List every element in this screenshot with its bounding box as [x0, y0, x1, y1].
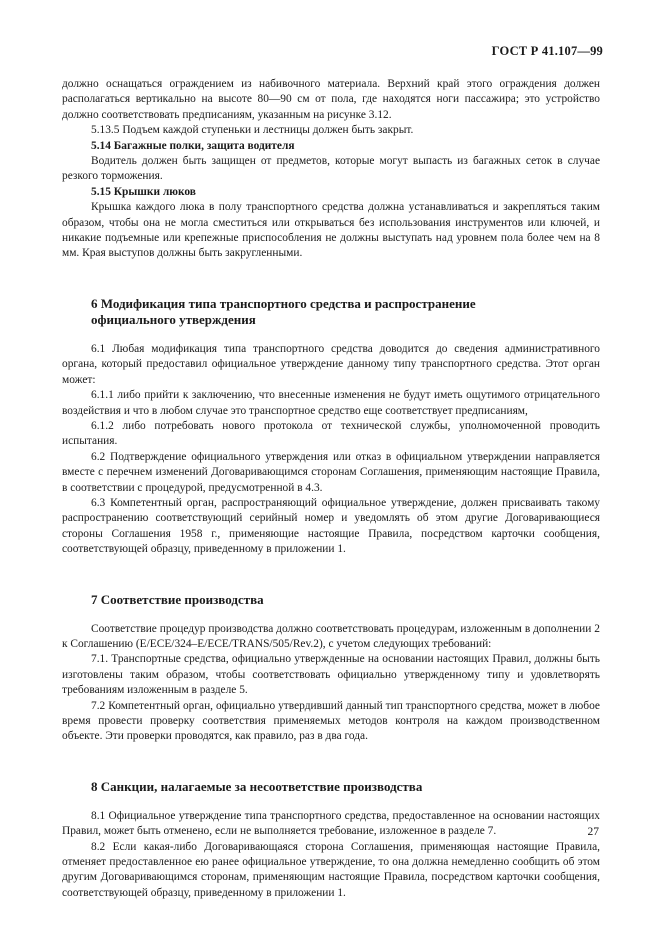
paragraph-6-1: 6.1 Любая модификация типа транспортного средства доводится до сведения административного органа, который предоставил официальное утверждение данному типу транспортного средства. Этот орган может: [62, 342, 600, 386]
paragraph-6-1-2: 6.1.2 либо потребовать нового протокола от технической службы, уполномоченной проводить испытания. [62, 419, 600, 448]
paragraph-8-2: 8.2 Если какая-либо Договаривающаяся сторона Соглашения, применяющая настоящие Правила, отменяет предоставленное ею ранее официальное утверждение, то она должна немедленно сообщить об этом другим Договаривающимся сторонам, применяющим настоящие Правила, посредством карточки сообщения, соответствующей образцу, приведенному в приложении 1. [62, 840, 600, 899]
section-8-title: 8 Санкции, налагаемые за несоответствие производства [91, 778, 423, 794]
section-6-title-line-2: официального утверждения [91, 311, 256, 327]
paragraph-5-15: Крышка каждого люка в полу транспортного средства должна устанавливаться и закрепляться таким образом, чтобы она не могла сместиться или открываться без использования инструментов или ключей, и никакие подъемные или крепежные приспособления не должны выступать над уровнем пола более чем на 8 мм. Края выступов должны быть закругленными. [62, 201, 600, 260]
page-number: 27 [587, 826, 599, 838]
paragraph-5-14: Водитель должен быть защищен от предметов, которые могут выпасть из багажных сеток в случае резкого торможения. [62, 155, 600, 183]
heading-5-15: 5.15 Крышки люков [91, 185, 196, 198]
paragraph-7-2: 7.2 Компетентный орган, официально утвердивший данный тип транспортного средства, может в любое время провести проверку соответствия применяемых методов контроля на каждом производственном объекте. Эти проверки проводятся, как правило, раз в два года. [62, 699, 600, 743]
paragraph-6-2: 6.2 Подтверждение официального утверждения или отказ в официальном утверждении направляется вместе с перечнем изменений Договаривающимся сторонам Соглашения, применяющим настоящие Правила, в соответствии с процедурой, предусмотренной в 4.3. [62, 450, 600, 494]
document-body [62, 77, 600, 901]
heading-5-14: 5.14 Багажные полки, защита водителя [91, 139, 295, 152]
paragraph-intro: должно оснащаться ограждением из набивочного материала. Верхний край этого ограждения должен располагаться вертикально на высоте 80—90 см от пола, где находятся ноги пассажира; это устройство должно соответствовать предписаниям, указанным на рисунке 3.12. [62, 78, 600, 121]
paragraph-8-1: 8.1 Официальное утверждение типа транспортного средства, предоставленное на основании настоящих Правил, может быть отменено, если не выполняется требование, изложенное в разделе 7. [62, 809, 600, 838]
section-6-title-line-1: 6 Модификация типа транспортного средства и распространение [91, 295, 476, 311]
paragraph-7-1: 7.1. Транспортные средства, официально утвержденные на основании настоящих Правил, должны быть изготовлены таким образом, чтобы соответствовать официально утвержденному типу и удовлетворять требованиям изложенным в разделе 5. [62, 653, 600, 697]
paragraph-7-intro: Соответствие процедур производства должно соответствовать процедурам, изложенным в дополнении 2 к Соглашению (E/ECE/324–E/ECE/TRANS/505/Rev.2), с учетом следующих требований: [62, 622, 600, 650]
section-6-title [62, 296, 600, 328]
paragraph-6-1-1: 6.1.1 либо прийти к заключению, что внесенные изменения не будут иметь ощутимого отрицательного воздействия и что в любом случае это транспортное средство еще соответствует предписаниям, [62, 389, 600, 417]
section-7-title: 7 Соответствие производства [91, 591, 264, 607]
paragraph-6-3: 6.3 Компетентный орган, распространяющий официальное утверждение, должен присваивать такому распространению соответствующий серийный номер и уведомлять об этом другие Договаривающиеся стороны Соглашения 1958 г., применяющие настоящие Правила, посредством карточки сообщения, соответствующей образцу, приведенному в приложении 1. [62, 496, 600, 556]
document-header: ГОСТ Р 41.107—99 [491, 44, 603, 58]
paragraph-5-13-5: 5.13.5 Подъем каждой ступеньки и лестницы должен быть закрыт. [91, 124, 414, 137]
